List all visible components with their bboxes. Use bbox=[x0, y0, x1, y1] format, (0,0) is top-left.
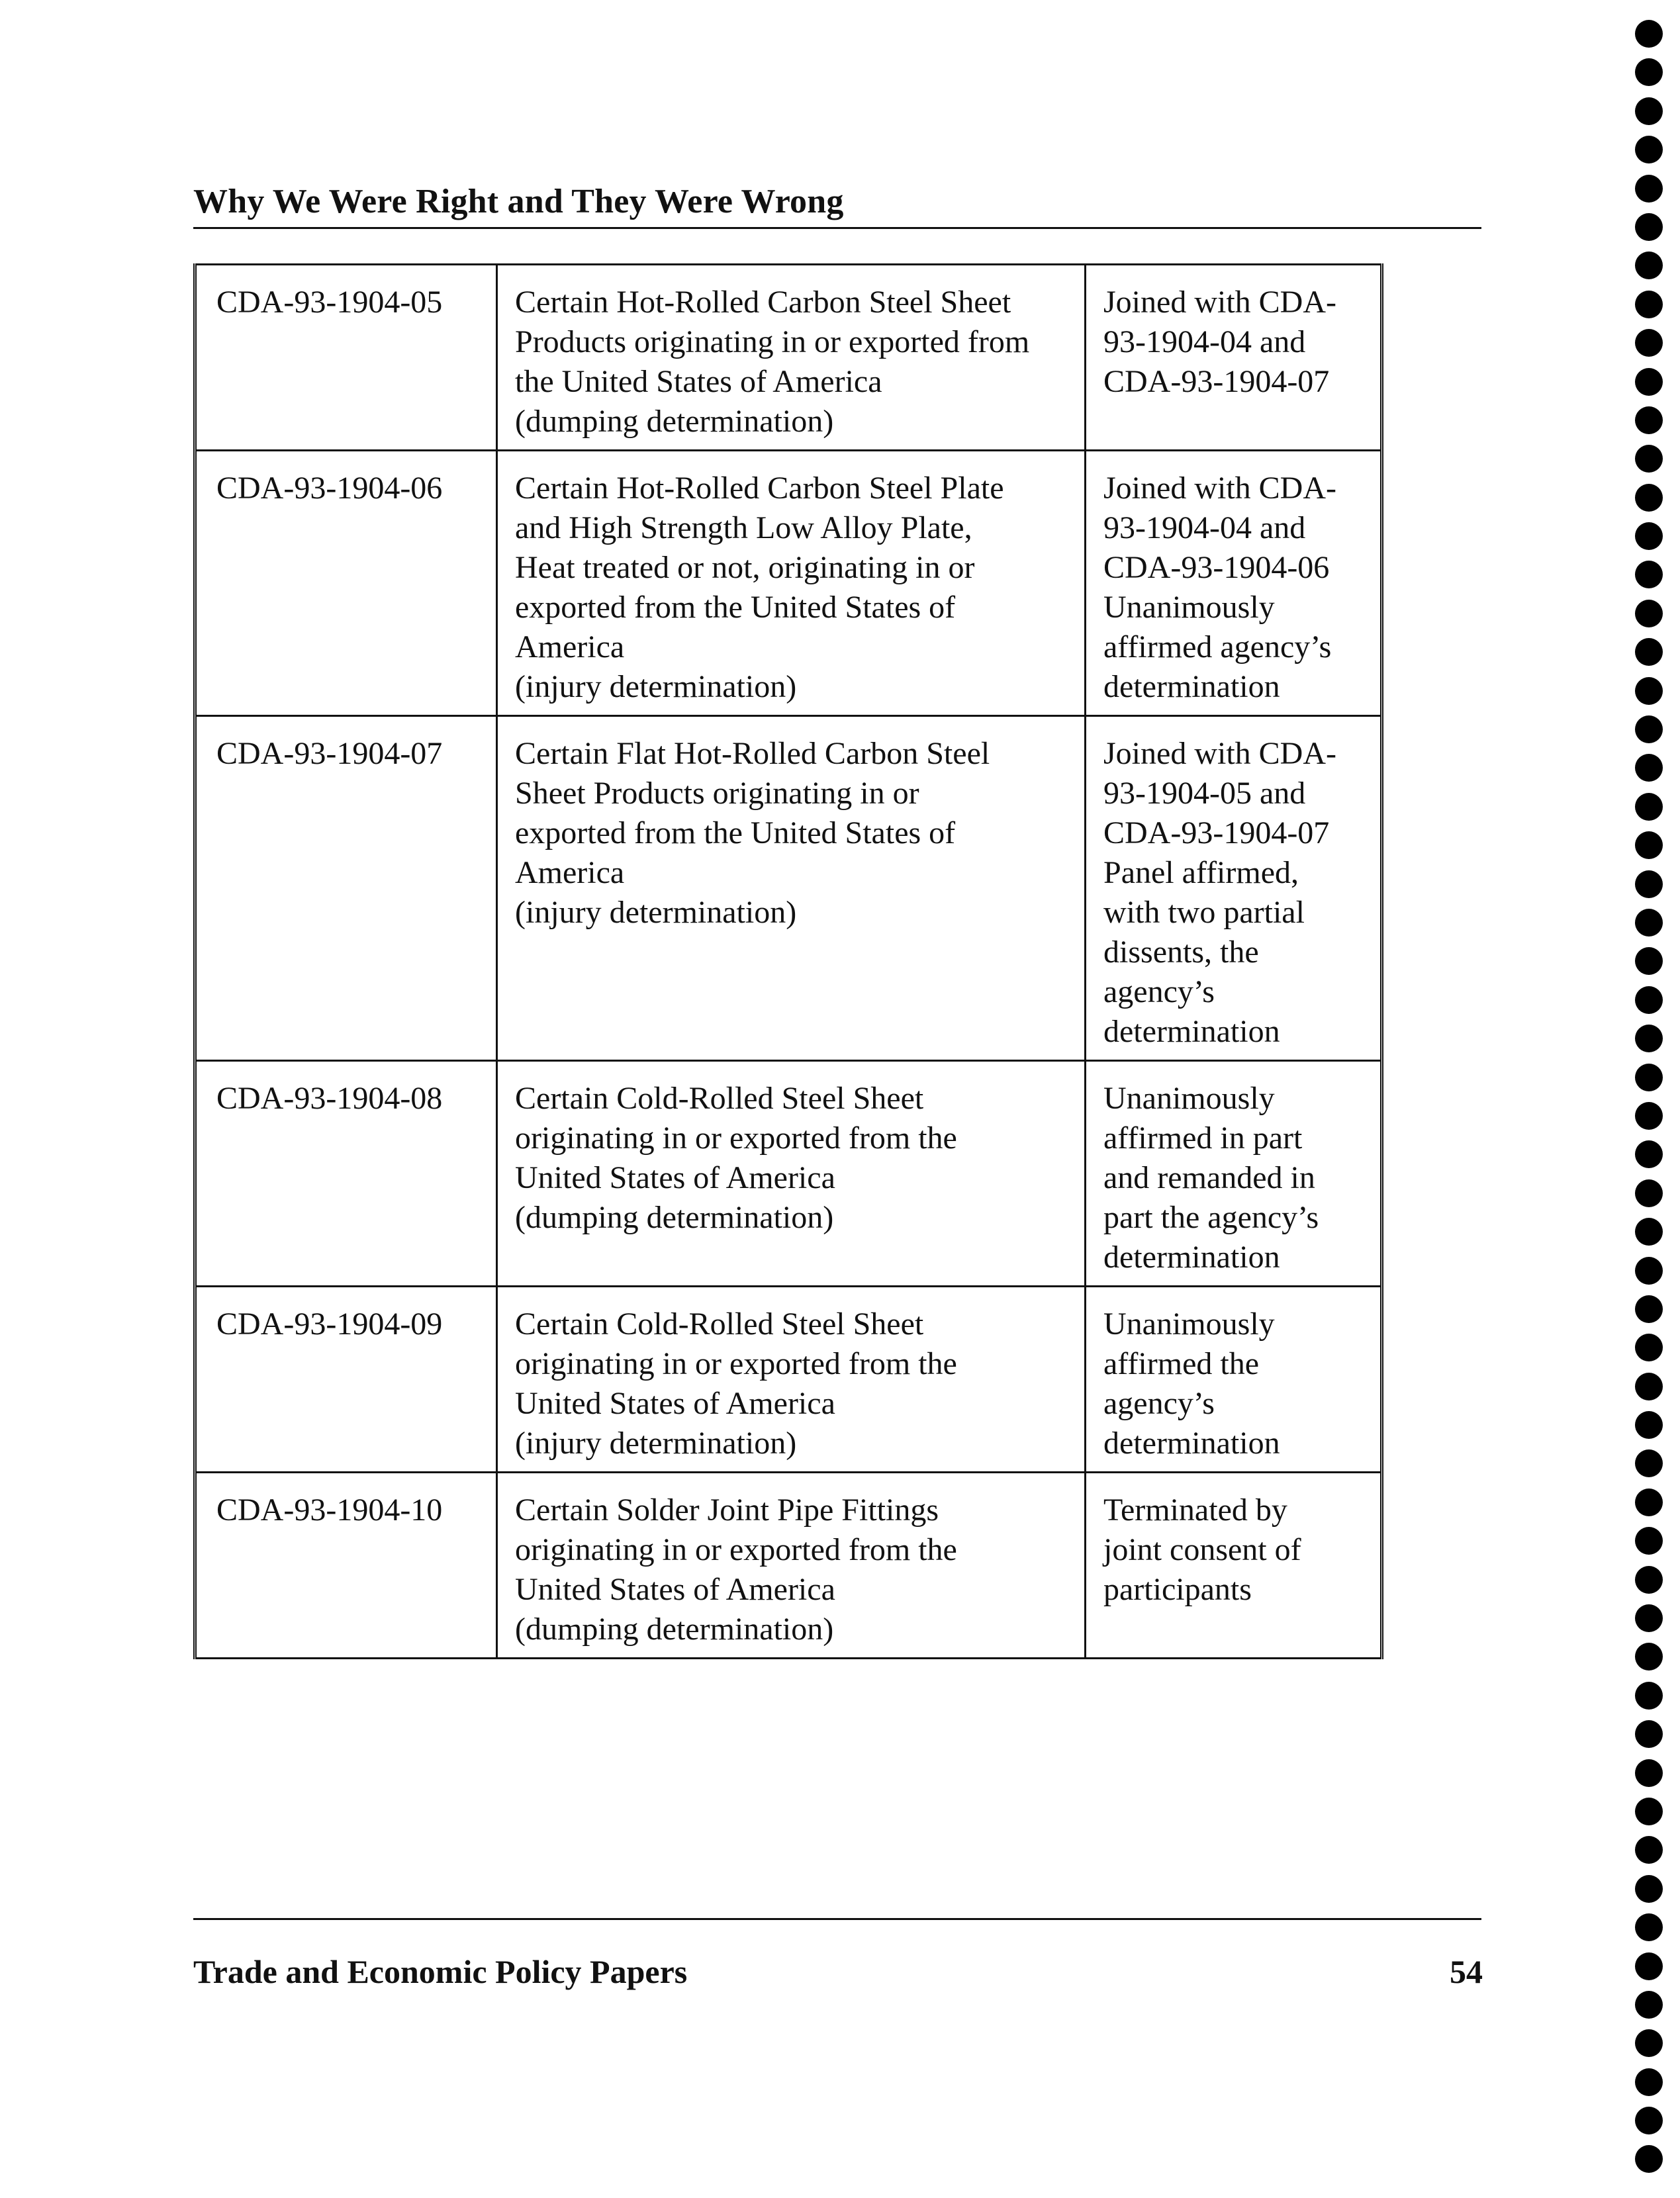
binding-hole bbox=[1635, 58, 1663, 86]
case-result-cell: Unanimously affirmed in part and remanded in part the agency’s determination bbox=[1086, 1061, 1382, 1287]
case-description-cell: Certain Solder Joint Pipe Fittings originating in or exported from the United States of America (dumping determination) bbox=[497, 1473, 1086, 1659]
case-result-cell: Joined with CDA- 93-1904-04 and CDA-93-1904-07 bbox=[1086, 265, 1382, 451]
spiral-binding-holes bbox=[1635, 20, 1667, 2184]
binding-hole bbox=[1635, 1527, 1663, 1555]
binding-hole bbox=[1635, 909, 1663, 937]
binding-hole bbox=[1635, 1449, 1663, 1477]
binding-hole bbox=[1635, 368, 1663, 396]
header-divider bbox=[193, 227, 1481, 229]
binding-hole bbox=[1635, 1334, 1663, 1361]
binding-hole bbox=[1635, 754, 1663, 782]
binding-hole bbox=[1635, 175, 1663, 203]
binding-hole bbox=[1635, 20, 1663, 48]
binding-hole bbox=[1635, 1411, 1663, 1439]
binding-hole bbox=[1635, 1759, 1663, 1787]
binding-hole bbox=[1635, 947, 1663, 975]
case-result-cell: Unanimously affirmed the agency’s determination bbox=[1086, 1287, 1382, 1473]
binding-hole bbox=[1635, 445, 1663, 473]
binding-hole bbox=[1635, 1682, 1663, 1710]
binding-hole bbox=[1635, 638, 1663, 666]
case-id-cell: CDA-93-1904-09 bbox=[195, 1287, 497, 1473]
table-row bbox=[195, 451, 1382, 716]
binding-hole bbox=[1635, 1991, 1663, 2019]
case-table bbox=[193, 263, 1383, 1659]
case-description-cell: Certain Hot-Rolled Carbon Steel Sheet Products originating in or exported from the United States of America (dumping determination) bbox=[497, 265, 1086, 451]
binding-hole bbox=[1635, 2068, 1663, 2096]
binding-hole bbox=[1635, 329, 1663, 357]
case-result-cell: Joined with CDA- 93-1904-04 and CDA-93-1904-06 Unanimously affirmed agency’s determination bbox=[1086, 451, 1382, 716]
binding-hole bbox=[1635, 715, 1663, 743]
binding-hole bbox=[1635, 484, 1663, 512]
footer-divider bbox=[193, 1918, 1481, 1920]
case-id-cell: CDA-93-1904-08 bbox=[195, 1061, 497, 1287]
case-description-cell: Certain Cold-Rolled Steel Sheet originating in or exported from the United States of America (injury determination) bbox=[497, 1287, 1086, 1473]
binding-hole bbox=[1635, 136, 1663, 163]
binding-hole bbox=[1635, 986, 1663, 1014]
binding-hole bbox=[1635, 252, 1663, 279]
binding-hole bbox=[1635, 561, 1663, 588]
binding-hole bbox=[1635, 600, 1663, 627]
footer-publication-title: Trade and Economic Policy Papers bbox=[193, 1953, 688, 1990]
binding-hole bbox=[1635, 1566, 1663, 1594]
binding-hole bbox=[1635, 1179, 1663, 1207]
binding-hole bbox=[1635, 2145, 1663, 2173]
binding-hole bbox=[1635, 1257, 1663, 1285]
case-description-cell: Certain Hot-Rolled Carbon Steel Plate and High Strength Low Alloy Plate, Heat treated or not, originating in or exported from the United States of America (injury determination) bbox=[497, 451, 1086, 716]
binding-hole bbox=[1635, 831, 1663, 859]
case-id-cell: CDA-93-1904-06 bbox=[195, 451, 497, 716]
binding-hole bbox=[1635, 793, 1663, 821]
table-row bbox=[195, 1473, 1382, 1659]
case-description-cell: Certain Cold-Rolled Steel Sheet originating in or exported from the United States of America (dumping determination) bbox=[497, 1061, 1086, 1287]
binding-hole bbox=[1635, 1102, 1663, 1130]
binding-hole bbox=[1635, 1295, 1663, 1323]
binding-hole bbox=[1635, 1798, 1663, 1825]
page-number: 54 bbox=[1450, 1953, 1483, 1990]
case-result-cell: Joined with CDA- 93-1904-05 and CDA-93-1904-07 Panel affirmed, with two partial dissents, the agency’s determination bbox=[1086, 716, 1382, 1061]
binding-hole bbox=[1635, 2107, 1663, 2134]
case-id-cell: CDA-93-1904-07 bbox=[195, 716, 497, 1061]
binding-hole bbox=[1635, 1604, 1663, 1632]
binding-hole bbox=[1635, 522, 1663, 550]
binding-hole bbox=[1635, 1488, 1663, 1516]
case-id-cell: CDA-93-1904-05 bbox=[195, 265, 497, 451]
binding-hole bbox=[1635, 1025, 1663, 1052]
binding-hole bbox=[1635, 1913, 1663, 1941]
table-row bbox=[195, 716, 1382, 1061]
binding-hole bbox=[1635, 1373, 1663, 1400]
case-id-cell: CDA-93-1904-10 bbox=[195, 1473, 497, 1659]
page-header-title: Why We Were Right and They Were Wrong bbox=[193, 183, 844, 220]
binding-hole bbox=[1635, 1064, 1663, 1091]
binding-hole bbox=[1635, 1140, 1663, 1168]
binding-hole bbox=[1635, 2029, 1663, 2057]
binding-hole bbox=[1635, 1952, 1663, 1980]
binding-hole bbox=[1635, 1836, 1663, 1864]
case-result-cell: Terminated by joint consent of participants bbox=[1086, 1473, 1382, 1659]
table-row bbox=[195, 1061, 1382, 1287]
table-row bbox=[195, 265, 1382, 451]
binding-hole bbox=[1635, 213, 1663, 241]
binding-hole bbox=[1635, 1720, 1663, 1748]
binding-hole bbox=[1635, 291, 1663, 318]
binding-hole bbox=[1635, 1875, 1663, 1903]
case-description-cell: Certain Flat Hot-Rolled Carbon Steel Sheet Products originating in or exported from the United States of America (injury determination) bbox=[497, 716, 1086, 1061]
table-row bbox=[195, 1287, 1382, 1473]
binding-hole bbox=[1635, 1643, 1663, 1671]
binding-hole bbox=[1635, 1218, 1663, 1246]
binding-hole bbox=[1635, 406, 1663, 434]
binding-hole bbox=[1635, 677, 1663, 705]
binding-hole bbox=[1635, 870, 1663, 898]
binding-hole bbox=[1635, 97, 1663, 125]
